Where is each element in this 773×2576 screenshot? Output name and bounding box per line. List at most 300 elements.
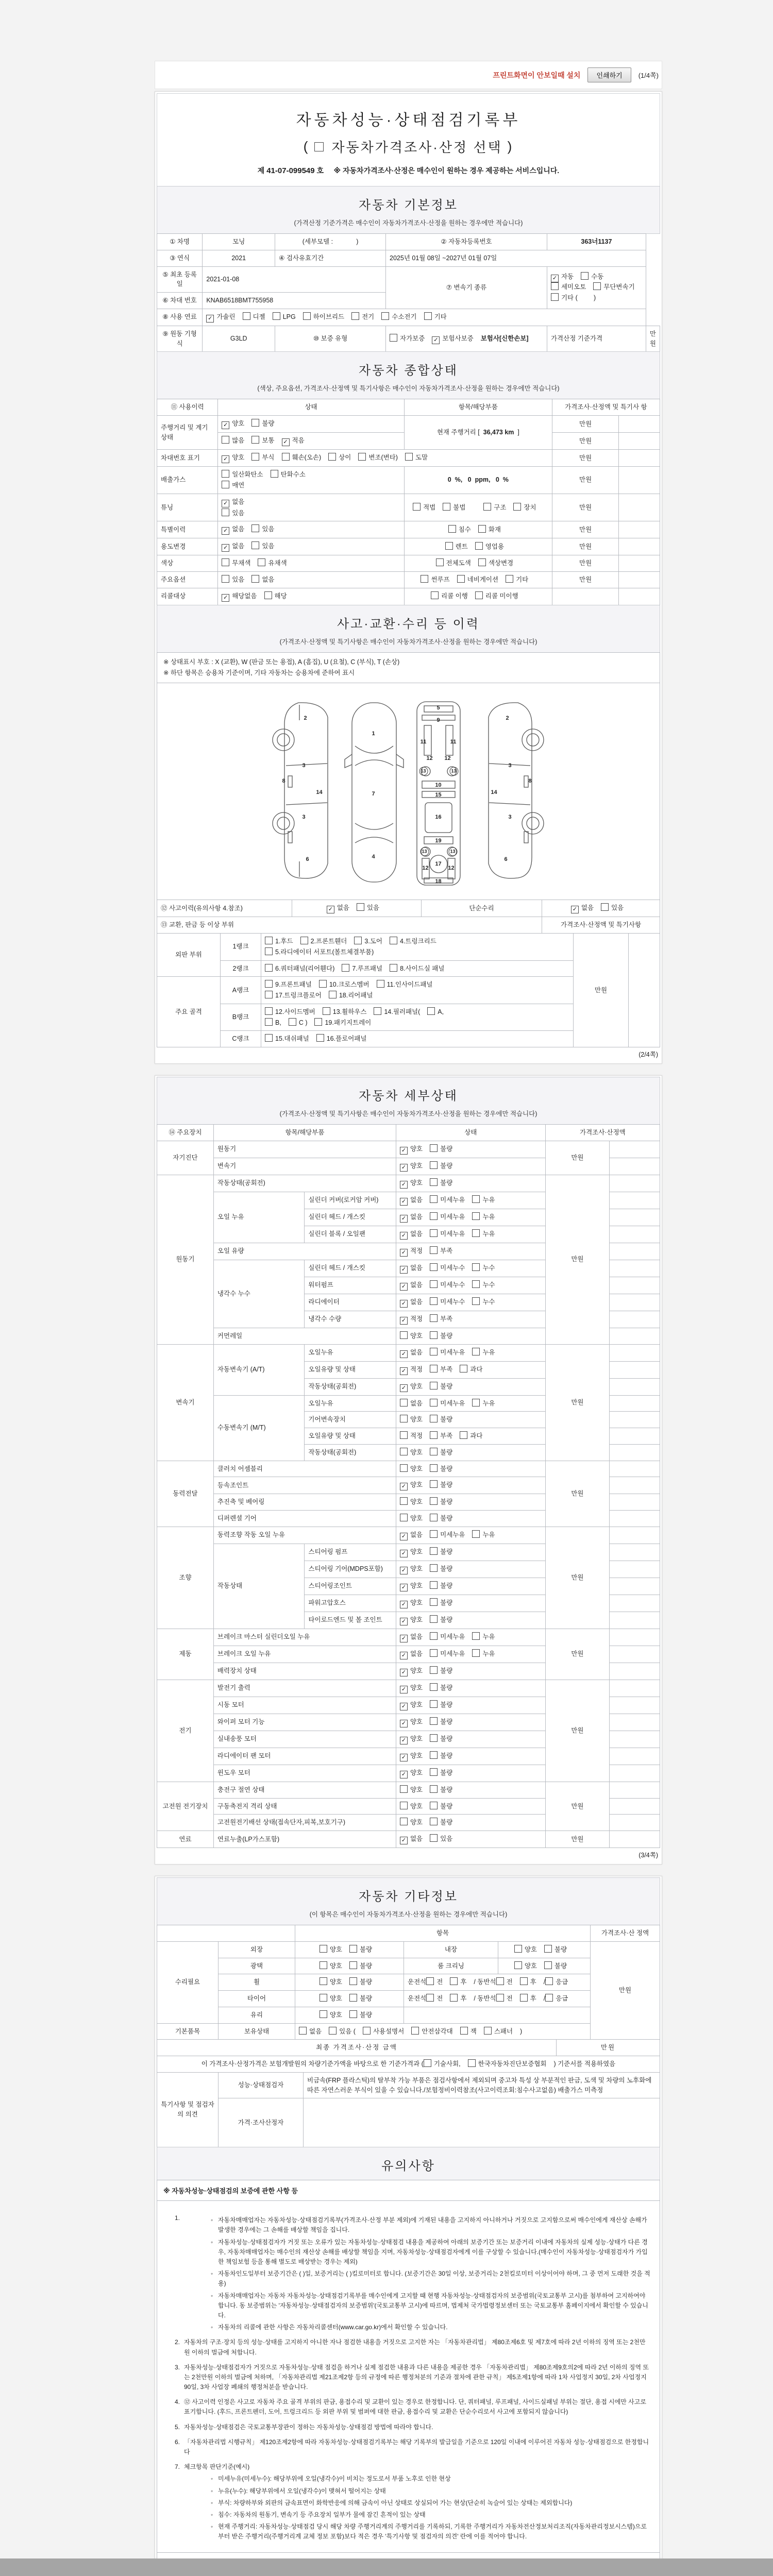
notice-item-number: 2. (174, 2338, 180, 2346)
checkbox[interactable] (472, 1263, 480, 1271)
state-code-note-1: ※ 상태표시 부호 : X (교환), W (판금 또는 용접), A (흠집), U (요철), C (부식), T (손상) (163, 658, 400, 666)
checkbox[interactable] (427, 1007, 435, 1015)
checkbox[interactable] (222, 575, 229, 583)
table-cell (552, 521, 619, 538)
checkbox[interactable] (342, 964, 349, 972)
checkbox[interactable] (430, 1178, 438, 1186)
checkbox[interactable] (445, 542, 453, 550)
diagram-part-number: 12 (448, 865, 455, 872)
checkbox[interactable]: ✓ (400, 1771, 408, 1778)
checkbox[interactable] (222, 509, 229, 516)
checkbox[interactable] (400, 1415, 408, 1422)
checkbox[interactable] (581, 272, 589, 280)
checkbox-label: 양호 (232, 420, 245, 427)
checkbox[interactable] (319, 980, 327, 988)
checkbox[interactable] (472, 1530, 480, 1538)
checkbox[interactable] (430, 1382, 438, 1389)
checkbox[interactable] (430, 1246, 438, 1254)
checkbox-option (349, 2010, 372, 2020)
checkbox[interactable]: ✓ (400, 1720, 408, 1727)
checkbox[interactable] (320, 1977, 327, 1985)
checkbox[interactable] (430, 1263, 438, 1271)
text: 오일 유량 (217, 1247, 244, 1255)
checkbox[interactable]: ✓ (400, 1317, 408, 1325)
checkbox[interactable] (430, 1598, 438, 1606)
checkbox-label: 기타 (434, 313, 447, 320)
checkbox[interactable] (430, 1632, 438, 1640)
checkbox[interactable] (430, 1431, 438, 1439)
table-cell (404, 1974, 591, 1991)
text: 최종 가격조사·산정 금액 (316, 2044, 397, 2052)
checkbox[interactable] (300, 937, 308, 944)
table-cell (157, 1125, 214, 1141)
table-cell (157, 2072, 219, 2147)
checkbox[interactable] (314, 1018, 322, 1026)
text: 만원 (579, 476, 592, 484)
checkbox[interactable] (265, 1007, 273, 1015)
checkbox[interactable] (514, 1961, 522, 1969)
table-cell (545, 1680, 609, 1782)
checkbox[interactable] (496, 1994, 504, 2002)
checkbox[interactable] (430, 1297, 438, 1305)
checkbox-option (357, 903, 379, 913)
checkbox[interactable] (460, 1431, 467, 1439)
checkbox[interactable] (363, 2027, 371, 2035)
checkbox-option (400, 1161, 423, 1172)
checkbox[interactable]: ✓ (400, 1601, 408, 1608)
table-cell (545, 1782, 609, 1831)
checkbox[interactable] (426, 1977, 434, 1985)
checkbox[interactable] (282, 453, 290, 461)
checkbox[interactable]: ✓ (222, 500, 229, 507)
checkbox[interactable] (251, 453, 259, 461)
document-number-line (162, 165, 654, 176)
table-cell (305, 1192, 396, 1209)
checkbox[interactable] (251, 436, 259, 444)
checkbox[interactable] (468, 2059, 476, 2067)
table-cell (157, 293, 203, 309)
checkbox-label: 불량 (554, 1945, 567, 1953)
checkbox[interactable] (430, 1365, 438, 1372)
section-etc-info (157, 1877, 660, 1925)
checkbox[interactable] (472, 1212, 480, 1220)
checkbox[interactable] (450, 1977, 458, 1985)
checkbox[interactable] (472, 1348, 480, 1355)
checkbox[interactable] (316, 1034, 324, 1042)
checkbox[interactable] (430, 1734, 438, 1742)
checkbox[interactable] (448, 525, 456, 533)
table-cell (396, 1561, 545, 1578)
checkbox[interactable] (430, 1785, 438, 1793)
checkbox[interactable] (430, 1768, 438, 1776)
checkbox[interactable]: ✓ (222, 544, 229, 552)
text: 만원 (571, 1726, 584, 1734)
checkbox[interactable]: ✓ (432, 336, 440, 344)
checkbox[interactable] (390, 964, 397, 972)
checkbox[interactable] (377, 980, 384, 988)
table-cell (610, 1158, 660, 1175)
checkbox-option (349, 1977, 372, 1987)
checkbox[interactable] (400, 1785, 408, 1793)
checkbox[interactable]: ✓ (327, 906, 334, 913)
text: 오일유량 및 상태 (308, 1432, 356, 1439)
checkbox[interactable] (289, 1018, 296, 1026)
checkbox[interactable] (374, 1007, 381, 1015)
table-cell (213, 1527, 396, 1544)
checkbox[interactable] (349, 1977, 357, 1985)
checkbox[interactable] (430, 1399, 438, 1406)
checkbox-option (400, 1178, 423, 1189)
checkbox[interactable]: ✓ (400, 1181, 408, 1189)
checkbox-label: 2.프론트휀더 (310, 938, 347, 945)
checkbox[interactable] (593, 282, 601, 290)
checkbox-option (478, 558, 513, 568)
checkbox-option (400, 1683, 423, 1693)
checkbox[interactable] (320, 1945, 327, 1953)
checkbox-option (349, 1945, 372, 1955)
checkbox[interactable] (421, 575, 428, 583)
checkbox[interactable]: ✓ (400, 1635, 408, 1642)
checkbox[interactable] (430, 1564, 438, 1572)
checkbox[interactable] (478, 525, 486, 533)
checkbox-option (320, 1994, 342, 2004)
checkbox[interactable] (222, 436, 229, 444)
checkbox[interactable] (472, 1297, 480, 1305)
checkbox[interactable] (400, 1818, 408, 1825)
checkbox[interactable] (430, 1314, 438, 1322)
checkbox[interactable] (430, 1581, 438, 1589)
checkbox[interactable] (358, 453, 366, 461)
checkbox[interactable] (349, 2010, 357, 2018)
table-cell (610, 1782, 660, 1798)
checkbox-label: 없음 (410, 1230, 423, 1238)
checkbox[interactable] (258, 558, 265, 566)
checkbox[interactable] (329, 2027, 337, 2035)
checkbox[interactable] (430, 1464, 438, 1472)
table-cell (219, 1974, 295, 1991)
checkbox[interactable] (430, 1683, 438, 1691)
checkbox[interactable] (400, 1399, 408, 1406)
checkbox[interactable]: ✓ (400, 1198, 408, 1206)
checkbox[interactable] (430, 1751, 438, 1759)
checkbox[interactable] (430, 1700, 438, 1708)
checkbox[interactable]: ✓ (400, 1283, 408, 1291)
checkbox[interactable]: ✓ (400, 1567, 408, 1574)
checkbox[interactable] (430, 1717, 438, 1725)
checkbox-option (430, 1734, 452, 1744)
checkbox[interactable] (351, 312, 359, 320)
checkbox[interactable]: ✓ (400, 1669, 408, 1676)
checkbox-label: 사용설명서 (373, 2027, 405, 2035)
checkbox[interactable]: ✓ (400, 1754, 408, 1761)
checkbox[interactable] (475, 542, 483, 550)
checkbox[interactable] (443, 503, 450, 511)
checkbox[interactable] (381, 312, 389, 320)
text: 만원 (579, 543, 592, 550)
table-cell (396, 1226, 545, 1243)
table-cell (213, 1175, 396, 1192)
checkbox[interactable] (472, 1195, 480, 1203)
checkbox[interactable]: ✓ (400, 1164, 408, 1172)
checkbox-label: 수동 (591, 273, 604, 281)
checkbox[interactable] (390, 334, 397, 342)
table-cell (404, 572, 552, 588)
checkbox[interactable] (430, 1530, 438, 1538)
checkbox[interactable] (265, 937, 273, 944)
checkbox-label: 해당없음 (232, 592, 257, 600)
checkbox-option (374, 1007, 420, 1017)
checkbox[interactable] (349, 1994, 357, 2002)
checkbox[interactable] (520, 1994, 528, 2002)
checkbox[interactable] (430, 1161, 438, 1169)
checkbox[interactable]: ✓ (571, 906, 579, 913)
checkbox[interactable] (430, 1212, 438, 1220)
checkbox-label: 적법 (423, 503, 436, 511)
service-note: ※ 자동차가격조사·산정은 매수인이 원하는 경우 제공하는 서비스입니다. (333, 166, 560, 175)
checkbox[interactable] (460, 1365, 467, 1372)
checkbox[interactable] (472, 1399, 480, 1406)
checkbox[interactable] (320, 1961, 327, 1969)
checkbox[interactable] (328, 453, 336, 461)
checkbox[interactable] (472, 1649, 480, 1657)
checkbox[interactable] (478, 558, 486, 566)
checkbox-label: 양호 (410, 1179, 423, 1187)
checkbox[interactable] (484, 2027, 492, 2035)
checkbox[interactable] (265, 991, 273, 998)
checkbox[interactable] (243, 312, 250, 320)
checkbox[interactable] (430, 1280, 438, 1288)
checkbox[interactable] (320, 1994, 327, 2002)
checkbox-label: 14.필러패널( (384, 1008, 421, 1015)
checkbox[interactable]: ✓ (222, 594, 229, 602)
checkbox[interactable]: ✓ (400, 1215, 408, 1223)
checkbox[interactable] (271, 470, 278, 478)
checkbox[interactable] (400, 1514, 408, 1521)
checkbox[interactable]: ✓ (400, 1483, 408, 1490)
checkbox[interactable] (430, 1448, 438, 1455)
checkbox[interactable] (430, 1331, 438, 1339)
checkbox[interactable] (544, 1961, 552, 1969)
table-cell (396, 1461, 545, 1477)
checkbox[interactable] (430, 1649, 438, 1657)
checkbox[interactable] (472, 1280, 480, 1288)
checkbox[interactable] (431, 591, 439, 599)
checkbox[interactable]: ✓ (400, 1232, 408, 1240)
checkbox[interactable] (273, 312, 280, 320)
checkbox[interactable] (265, 1018, 273, 1026)
checkbox[interactable] (475, 591, 483, 599)
checkbox[interactable] (390, 937, 397, 944)
checkbox[interactable] (513, 503, 521, 511)
checkbox[interactable] (265, 964, 273, 972)
checkbox[interactable] (472, 1229, 480, 1237)
checkbox[interactable] (349, 1961, 357, 1969)
checkbox[interactable] (299, 2027, 307, 2035)
checkbox[interactable]: ✓ (400, 1652, 408, 1659)
checkbox[interactable] (483, 503, 491, 511)
checkbox[interactable] (264, 591, 272, 599)
text: 주행거리 및 계기상태 (161, 423, 208, 441)
checkbox-label: 무단변속기 (603, 283, 635, 291)
checkbox[interactable]: ✓ (400, 1703, 408, 1710)
checkbox[interactable]: ✓ (400, 1350, 408, 1358)
section-basic-info (157, 186, 660, 234)
checkbox-label: 8.사이드실 패널 (400, 964, 445, 972)
checkbox[interactable] (472, 1632, 480, 1640)
checkbox-label: 응급 (556, 1995, 568, 2002)
checkbox[interactable]: ✓ (551, 275, 559, 282)
checkbox[interactable] (265, 1034, 273, 1042)
checkbox[interactable] (426, 1994, 434, 2002)
checkbox[interactable]: ✓ (222, 527, 229, 535)
checkbox[interactable] (349, 1945, 357, 1953)
checkbox[interactable] (400, 1497, 408, 1505)
checkbox[interactable] (265, 947, 273, 955)
checkbox-label: 없음 (232, 526, 245, 533)
checkbox[interactable] (400, 1331, 408, 1339)
checkbox[interactable] (520, 1977, 528, 1985)
checkbox[interactable]: ✓ (282, 438, 290, 446)
checkbox[interactable] (496, 1977, 504, 1985)
checkbox[interactable] (457, 575, 465, 583)
checkbox-option (430, 1497, 452, 1507)
checkbox[interactable]: ✓ (400, 1584, 408, 1591)
checkbox[interactable] (222, 481, 229, 488)
checkbox[interactable] (601, 903, 609, 911)
checkbox[interactable]: ✓ (400, 1300, 408, 1308)
checkbox[interactable] (545, 1994, 553, 2002)
checkbox[interactable] (400, 1448, 408, 1455)
checkbox-option (251, 419, 274, 429)
checkbox[interactable] (400, 1431, 408, 1439)
checkbox[interactable] (544, 1945, 552, 1953)
checkbox[interactable] (430, 1547, 438, 1555)
checkbox[interactable]: ✓ (400, 1686, 408, 1693)
checkbox[interactable]: ✓ (400, 1550, 408, 1557)
checkbox[interactable] (400, 1802, 408, 1809)
checkbox-option (243, 312, 265, 322)
table-cell (213, 1511, 396, 1527)
checkbox[interactable] (430, 1497, 438, 1505)
checkbox[interactable] (430, 1818, 438, 1825)
table-cell (396, 1428, 545, 1445)
checkbox-option (349, 1961, 372, 1971)
checkbox-label: 없음 (410, 1298, 423, 1306)
text: 스티어링 기어(MDPS포함) (308, 1565, 383, 1573)
checkbox[interactable] (222, 558, 229, 566)
checkbox[interactable] (430, 1615, 438, 1623)
checkbox[interactable] (430, 1195, 438, 1203)
checkbox[interactable] (450, 1994, 458, 2002)
checkbox[interactable] (545, 1977, 553, 1985)
checkbox[interactable] (424, 312, 432, 320)
table-cell (305, 1311, 396, 1328)
checkbox[interactable] (430, 1229, 438, 1237)
table-cell (203, 293, 386, 309)
checkbox[interactable] (430, 1415, 438, 1422)
checkbox[interactable] (551, 282, 559, 290)
checkbox[interactable]: ✓ (400, 1367, 408, 1375)
checkbox-option (478, 525, 501, 535)
checkbox[interactable]: ✓ (400, 1737, 408, 1744)
checkbox[interactable] (430, 1144, 438, 1152)
price-survey-select-checkbox[interactable] (314, 142, 324, 151)
checkbox[interactable] (424, 2059, 431, 2067)
checkbox[interactable] (430, 1514, 438, 1521)
checkbox[interactable] (430, 1348, 438, 1355)
checkbox[interactable] (413, 503, 421, 511)
notice-sub-item: ◦ 누유(누수): 해당부위에서 오일(냉각수)이 맺혀서 떨어지는 상태 (211, 2487, 386, 2495)
text: 타이어 (247, 1995, 266, 2002)
checkbox[interactable] (400, 1464, 408, 1472)
checkbox[interactable]: ✓ (400, 1618, 408, 1625)
table-cell (396, 1612, 545, 1629)
checkbox[interactable] (323, 1007, 330, 1015)
checkbox[interactable] (430, 1666, 438, 1674)
checkbox-option (222, 436, 244, 446)
table-cell (213, 1697, 396, 1714)
table-cell (610, 1395, 660, 1412)
checkbox[interactable]: ✓ (400, 1837, 408, 1844)
table-cell (386, 234, 547, 250)
table-cell (213, 1260, 305, 1328)
checkbox[interactable] (430, 1834, 438, 1842)
checkbox[interactable]: ✓ (400, 1147, 408, 1155)
checkbox[interactable] (430, 1802, 438, 1809)
checkbox[interactable] (222, 470, 229, 478)
checkbox[interactable] (436, 558, 444, 566)
table-cell (157, 2023, 219, 2040)
checkbox[interactable] (320, 2010, 327, 2018)
checkbox[interactable] (430, 1480, 438, 1488)
table-cell (219, 2023, 295, 2040)
checkbox-label: 과다 (470, 1432, 483, 1439)
checkbox-label: 불량 (440, 1382, 453, 1390)
checkbox[interactable]: ✓ (222, 455, 229, 463)
checkbox-option (430, 1263, 465, 1273)
detail-state-table (157, 1124, 660, 1848)
table-cell (295, 1958, 404, 1974)
checkbox[interactable] (251, 541, 259, 549)
checkbox[interactable] (411, 2027, 419, 2035)
checkbox[interactable]: ✓ (400, 1384, 408, 1392)
checkbox[interactable] (551, 293, 559, 301)
checkbox[interactable] (357, 903, 364, 911)
checkbox[interactable]: ✓ (400, 1249, 408, 1257)
checkbox[interactable] (251, 575, 259, 583)
checkbox[interactable] (506, 575, 513, 583)
checkbox[interactable]: ✓ (400, 1533, 408, 1540)
checkbox-label: 구조 (494, 503, 507, 511)
checkbox[interactable]: ✓ (222, 421, 229, 429)
checkbox[interactable] (303, 312, 311, 320)
text: G3LD (230, 335, 247, 343)
checkbox[interactable] (405, 453, 413, 461)
print-button[interactable]: 인쇄하기 (587, 67, 631, 82)
checkbox[interactable] (460, 2027, 468, 2035)
text: 모닝 (232, 238, 245, 245)
checkbox[interactable] (329, 991, 337, 998)
checkbox[interactable] (265, 980, 273, 988)
checkbox[interactable]: ✓ (400, 1266, 408, 1274)
notice-sub-item: ◦ 자동차매매업자는 자동차성능·상태점검기록부(가격조사·산정 부분 제외)에 기재된 내용을 고지하지 아니하거나 거짓으로 고지함으로써 매수인에게 재산상 손해가 발생한 경우에는 그 손해를 배상할 책임을 집니다. (211, 2216, 647, 2234)
checkbox[interactable]: ✓ (206, 315, 214, 323)
checkbox[interactable] (251, 419, 259, 427)
checkbox[interactable] (251, 524, 259, 532)
checkbox-option (514, 1961, 537, 1971)
checkbox[interactable] (354, 937, 362, 944)
checkbox[interactable] (514, 1945, 522, 1953)
